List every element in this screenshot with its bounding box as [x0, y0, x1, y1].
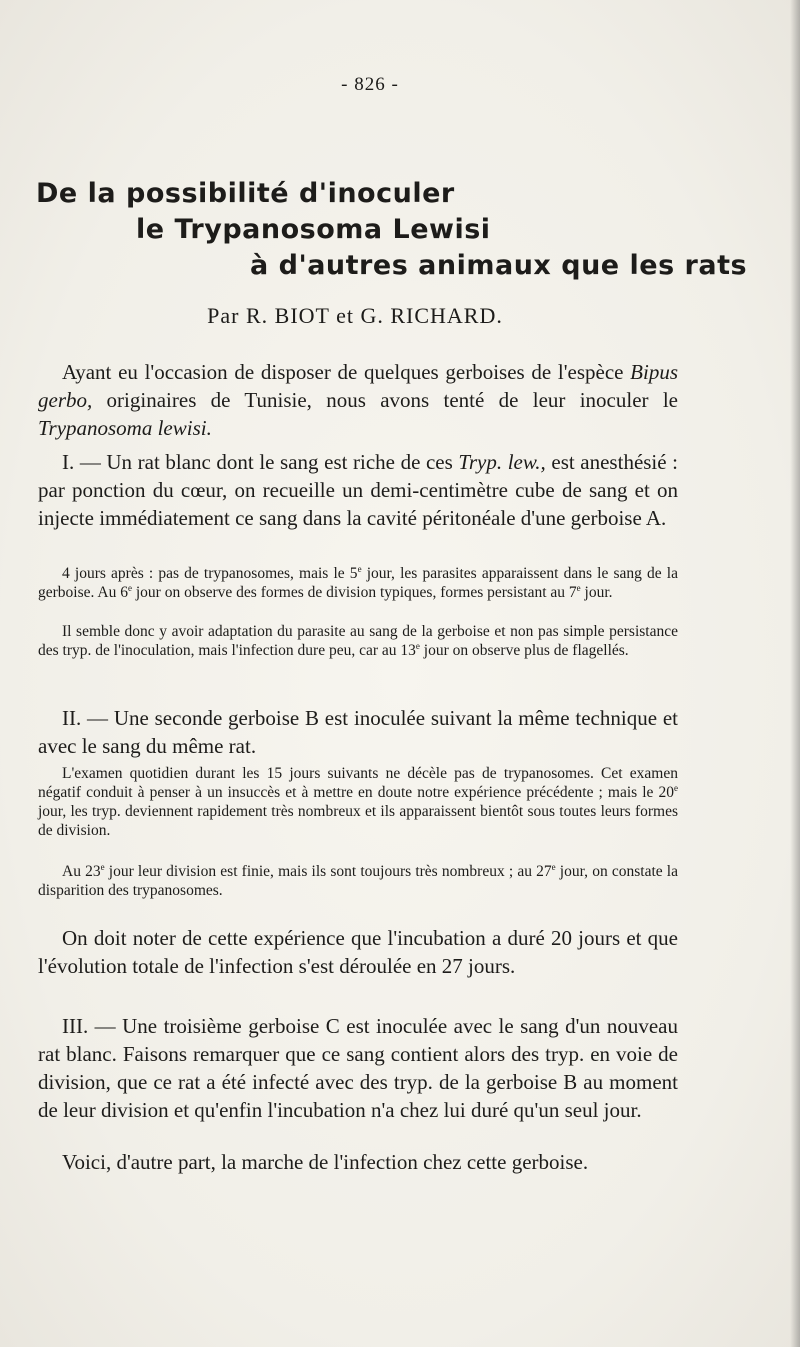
article-title-line-3: à d'autres animaux que les rats [250, 250, 748, 281]
conclusion-2-paragraph: On doit noter de cette expérience que l'incubation a duré 20 jours et que l'évolution totale de l'infection s'est déroulée en 27 jours. [38, 926, 678, 978]
note-2b-sup-1: e [100, 861, 105, 872]
note-2a-text-2: jour, les tryp. deviennent rapidement très nombreux et ils apparaissent bientôt sous toutes leurs formes de division. [38, 803, 678, 839]
intro-species: Bipus gerbo, [38, 360, 678, 412]
experiment-3-paragraph: III. — Une troisième gerboise C est inoculée avec le sang d'un nouveau rat blanc. Faisons remarquer que ce sang contient alors des tryp. en voie de division, que ce rat a été infecté avec des tryp. de la gerboise B au moment de leur division et qu'enfin l'incubation n'a chez lui duré qu'un seul jour. [38, 1014, 678, 1122]
note-2a [38, 764, 678, 840]
article-title-line-2: le Trypanosoma Lewisi [136, 214, 491, 245]
page-edge-shadow [790, 0, 800, 1347]
note-2b-text-3: jour, on constate la disparition des trypanosomes. [38, 863, 678, 899]
note-1a-sup-3: e [576, 582, 581, 593]
note-1a-sup-1: e [357, 563, 362, 574]
intro-text-2: originaires de Tunisie, nous avons tenté de leur inoculer le [92, 388, 678, 412]
experiment-1-text-2: est anesthésié : par ponction du cœur, on recueille un demi-centimètre cube de sang et on injecte immédiatement ce sang dans la cavité péritonéale d'une gerboise A. [38, 450, 678, 530]
intro-text-1: Ayant eu l'occasion de disposer de quelques gerboises de l'espèce [62, 360, 631, 384]
closing-paragraph: Voici, d'autre part, la marche de l'infection chez cette gerboise. [62, 1150, 589, 1174]
experiment-1-paragraph [38, 448, 678, 532]
note-1a-text-3: jour on observe des formes de division typiques, formes persistant au 7 [131, 584, 577, 601]
byline: Par R. BIOT et G. RICHARD. [207, 303, 503, 328]
note-2b-text-2: jour leur division est finie, mais ils sont toujours très nombreux ; au 27 [104, 863, 552, 880]
note-1a-text-4: jour. [580, 584, 613, 601]
intro-parasite: Trypanosoma lewisi. [38, 416, 212, 440]
note-2b-sup-2: e [551, 861, 556, 872]
note-1b [38, 622, 678, 660]
experiment-1-text-1: I. — Un rat blanc dont le sang est riche de ces [62, 450, 459, 474]
note-1a [38, 564, 678, 602]
intro-paragraph [38, 358, 678, 442]
note-2b-text-1: Au 23 [62, 863, 101, 880]
note-2a-text-1: L'examen quotidien durant les 15 jours suivants ne décèle pas de trypanosomes. Cet examen négatif conduit à penser à un insuccès et à mettre en doute notre expérience précédente ; mais le 20 [38, 765, 678, 801]
note-2a-sup-1: e [674, 782, 678, 793]
note-1a-sup-2: e [127, 582, 132, 593]
article-title-line-1: De la possibilité d'inoculer [36, 178, 455, 209]
note-1b-text-2: jour on observe plus de flagellés. [419, 642, 629, 659]
experiment-1-italic: Tryp. lew., [458, 450, 546, 474]
note-1b-text-1: Il semble donc y avoir adaptation du parasite au sang de la gerboise et non pas simple persistance des tryp. de l'inoculation, mais l'infection dure peu, car au 13 [38, 623, 678, 659]
page-number: - 826 - [341, 74, 399, 95]
note-1a-text-1: 4 jours après : pas de trypanosomes, mais le 5 [62, 565, 358, 582]
note-1b-sup-1: e [415, 640, 420, 651]
note-1a-text-2: jour, les parasites apparaissent dans le sang de la gerboise. Au 6 [38, 565, 678, 601]
experiment-2-paragraph: II. — Une seconde gerboise B est inoculée suivant la même technique et avec le sang du même rat. [38, 706, 678, 758]
note-2b [38, 862, 678, 900]
